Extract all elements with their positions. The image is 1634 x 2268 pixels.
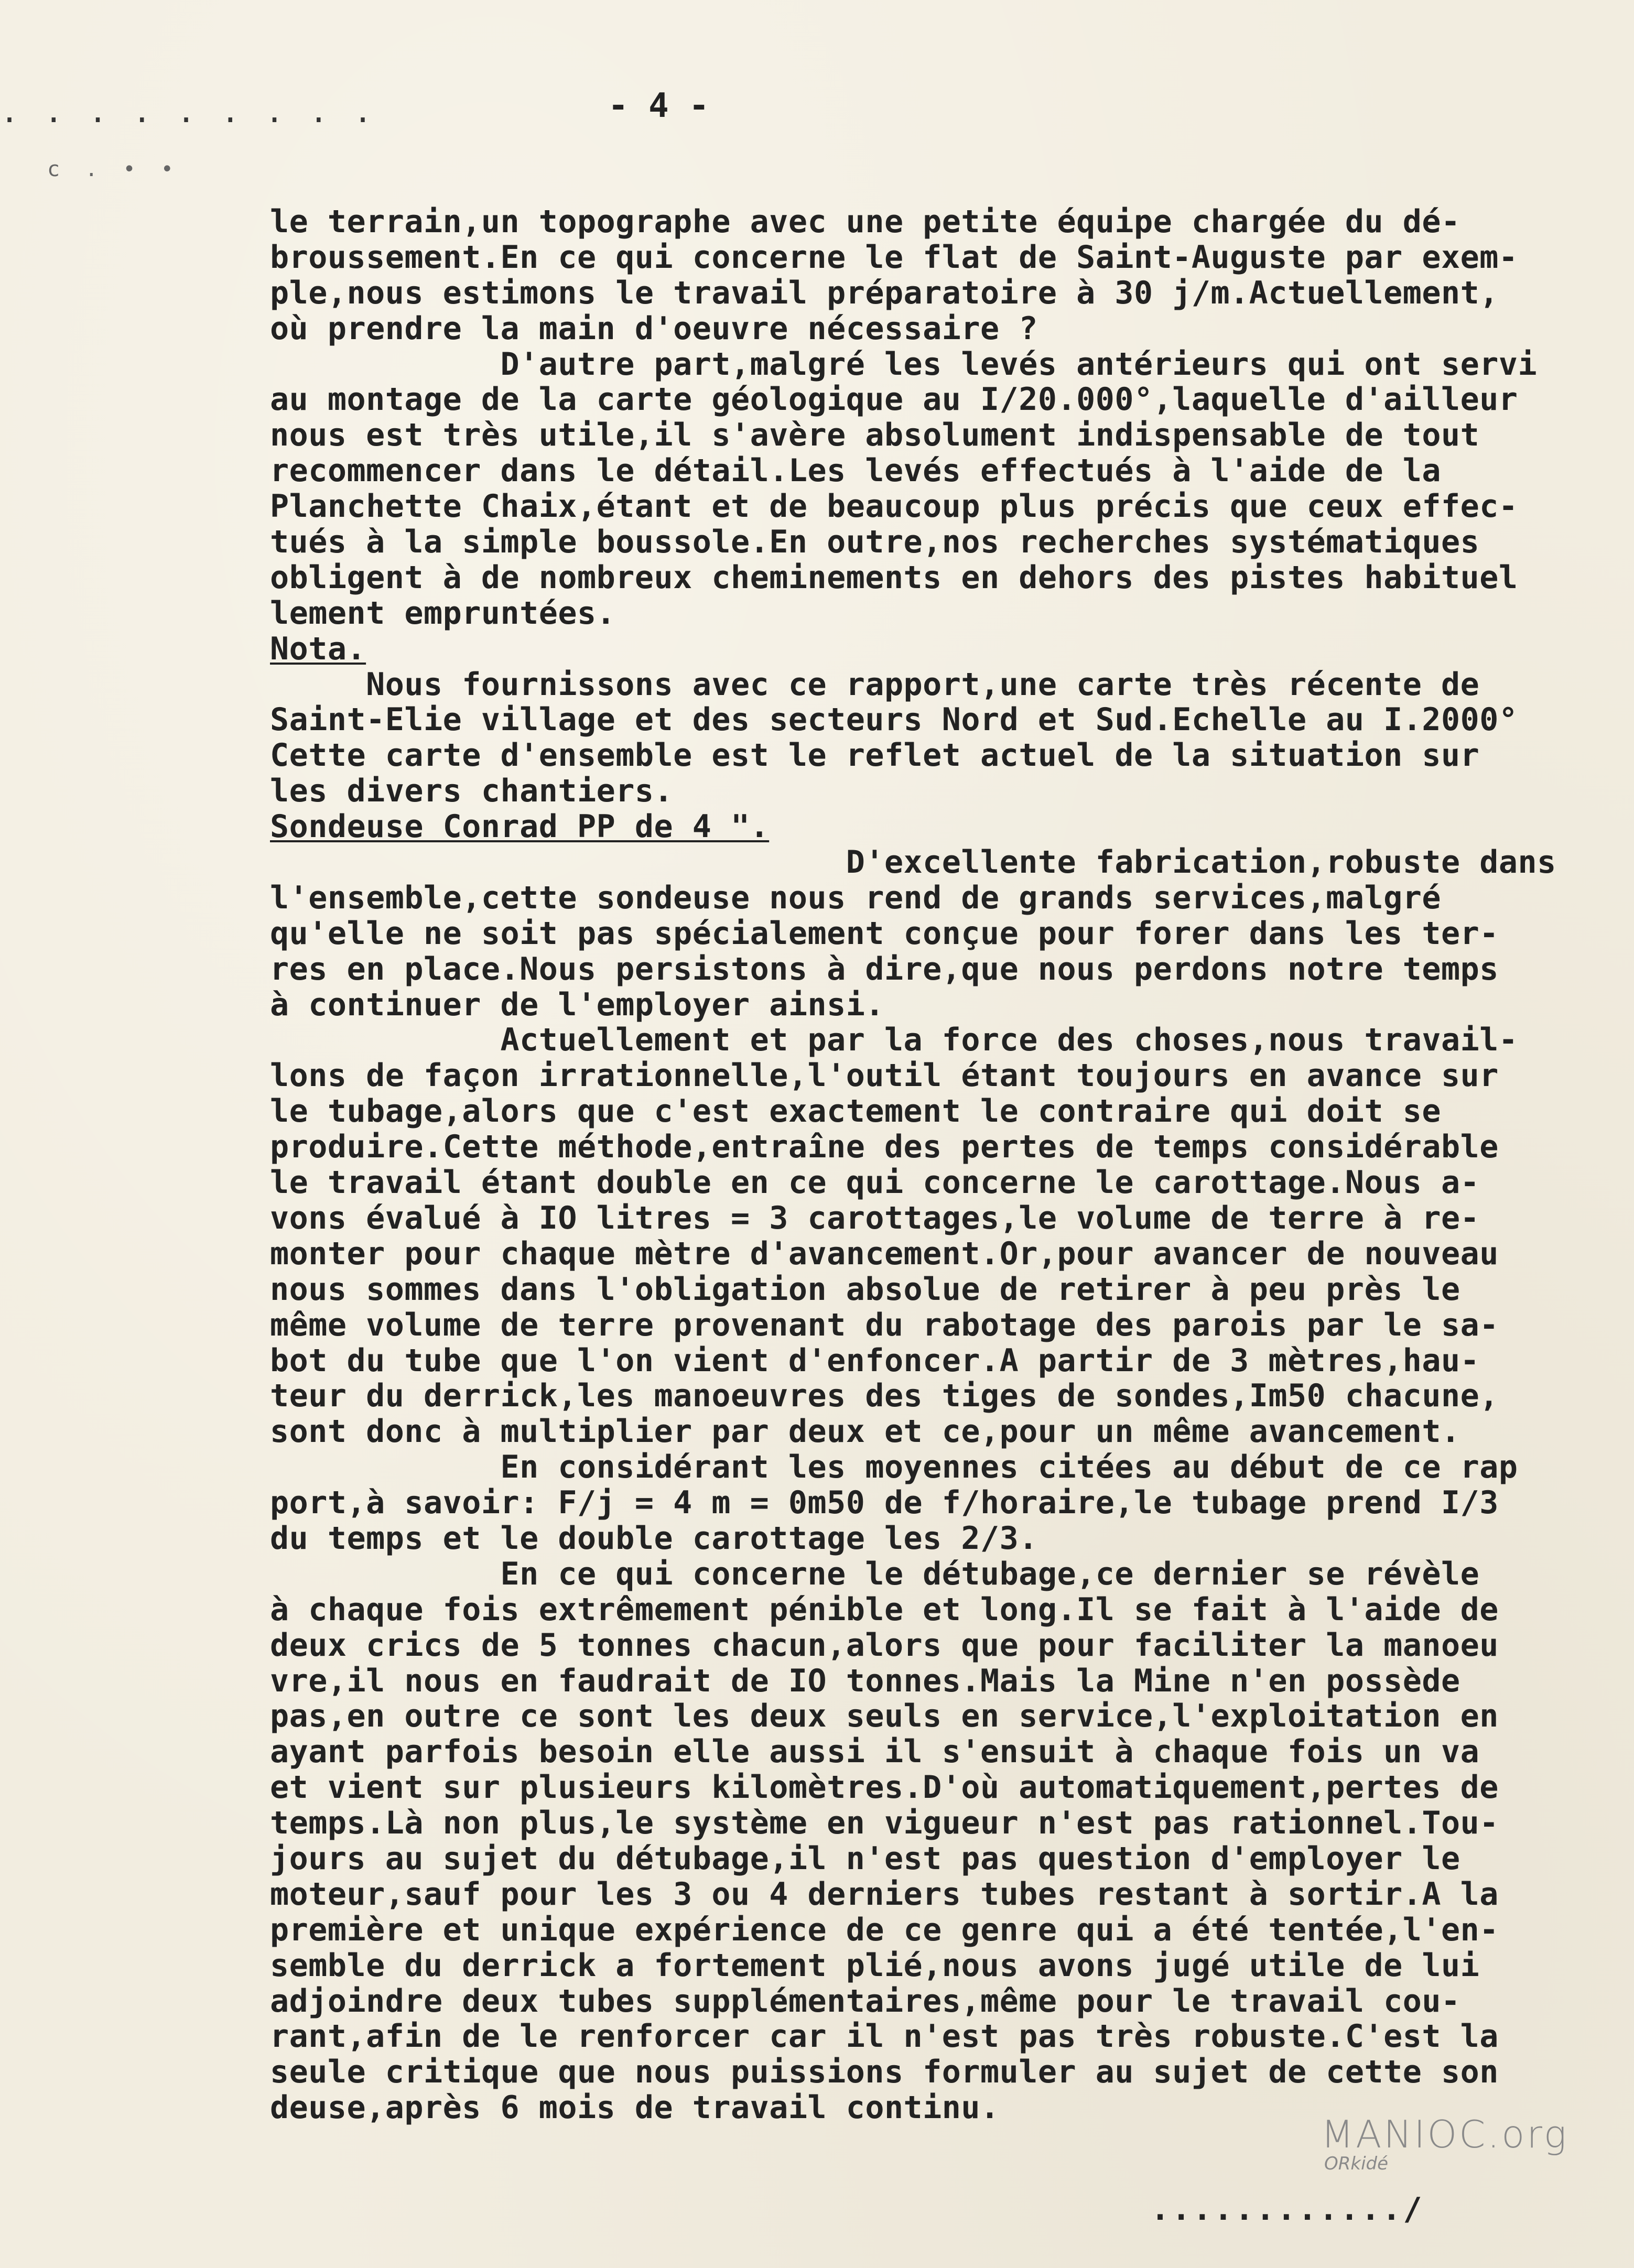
text-line: temps.Là non plus,le système en vigueur n'est pas rationnel.Tou- <box>270 1805 1499 1842</box>
text-line: nous est très utile,il s'avère absolument indispensable de tout <box>270 417 1480 454</box>
watermark-logo <box>1321 2112 1568 2174</box>
text-line: moteur,sauf pour les 3 ou 4 derniers tubes restant à sortir.A la <box>270 1875 1499 1913</box>
text-line: pas,en outre ce sont les deux seuls en service,l'exploitation en <box>270 1698 1499 1735</box>
text-line: port,à savoir: F/j = 4 m = 0m50 de f/horaire,le tubage prend I/3 <box>270 1484 1499 1522</box>
text-line: l'ensemble,cette sondeuse nous rend de grands services,malgré <box>270 879 1442 916</box>
text-line: broussement.En ce qui concerne le flat de Saint-Auguste par exem- <box>270 238 1518 276</box>
text-line: le tubage,alors que c'est exactement le contraire qui doit se <box>270 1093 1442 1130</box>
text-line: deux crics de 5 tonnes chacun,alors que pour faciliter la manoeu <box>270 1626 1499 1664</box>
text-line: lons de façon irrationnelle,l'outil étant toujours en avance sur <box>270 1057 1499 1094</box>
watermark-main-text: MANIOC.org <box>1321 2112 1568 2156</box>
text-line: et vient sur plusieurs kilomètres.D'où automatiquement,pertes de <box>270 1769 1499 1806</box>
typed-body-text <box>270 204 1633 2126</box>
text-line: monter pour chaque mètre d'avancement.Or,pour avancer de nouveau <box>270 1235 1499 1272</box>
text-line: première et unique expérience de ce genre qui a été tentée,l'en- <box>270 1911 1499 1948</box>
text-line: D'autre part,malgré les levés antérieurs qui ont servi <box>270 345 1538 383</box>
text-line: rant,afin de le renforcer car il n'est pas très robuste.C'est la <box>270 2018 1499 2055</box>
text-line: ayant parfois besoin elle aussi il s'ensuit à chaque fois un va <box>270 1733 1480 1771</box>
text-line: res en place.Nous persistons à dire,que nous perdons notre temps <box>270 950 1499 987</box>
text-line: vre,il nous en faudrait de IO tonnes.Mais la Mine n'en possède <box>270 1662 1460 1699</box>
text-line: teur du derrick,les manoeuvres des tiges de sondes,Im50 chacune, <box>270 1377 1499 1415</box>
text-line: recommencer dans le détail.Les levés effectués à l'aide de la <box>270 452 1442 490</box>
text-line: au montage de la carte géologique au I/20.000°,laquelle d'ailleur <box>270 381 1518 418</box>
section-heading-text: Nota. <box>270 630 366 667</box>
text-line: tués à la simple boussole.En outre,nos recherches systématiques <box>270 524 1480 561</box>
text-line: les divers chantiers. <box>270 773 674 810</box>
text-line: produire.Cette méthode,entraîne des pertes de temps considérable <box>270 1128 1499 1166</box>
text-line: nous sommes dans l'obligation absolue de retirer à peu près le <box>270 1271 1460 1308</box>
text-line: le terrain,un topographe avec une petite équipe chargée du dé- <box>270 203 1460 240</box>
text-line: même volume de terre provenant du rabotage des parois par le sa- <box>270 1306 1499 1343</box>
text-line: obligent à de nombreux cheminements en dehors des pistes habituel <box>270 559 1518 596</box>
section-heading-text: Sondeuse Conrad PP de 4 ". <box>270 808 770 845</box>
text-line: à chaque fois extrêmement pénible et long.Il se fait à l'aide de <box>270 1591 1499 1628</box>
continuation-dots: ............/ <box>1151 2191 1424 2228</box>
section-heading <box>270 809 1633 845</box>
page-number: - 4 - <box>608 86 709 125</box>
text-line: sont donc à multiplier par deux et ce,pour un même avancement. <box>270 1413 1460 1450</box>
text-line: En ce qui concerne le détubage,ce dernier se révèle <box>270 1555 1480 1592</box>
text-line: ple,nous estimons le travail préparatoire à 30 j/m.Actuellement, <box>270 274 1499 311</box>
text-line: adjoindre deux tubes supplémentaires,même pour le travail cou- <box>270 1982 1460 2020</box>
text-line: Cette carte d'ensemble est le reflet actuel de la situation sur <box>270 737 1480 774</box>
text-line: jours au sujet du détubage,il n'est pas question d'employer le <box>270 1840 1460 1877</box>
text-line: où prendre la main d'oeuvre nécessaire ? <box>270 310 1038 347</box>
text-line: Nous fournissons avec ce rapport,une carte très récente de <box>270 666 1480 703</box>
text-line: Saint-Elie village et des secteurs Nord et Sud.Echelle au I.2000° <box>270 701 1518 739</box>
text-line: Actuellement et par la force des choses,nous travail- <box>270 1022 1518 1059</box>
text-line: D'excellente fabrication,robuste dans <box>270 844 1556 881</box>
top-left-dots: . . . . . . . . . <box>0 93 376 130</box>
top-left-marks: c . • • <box>47 157 174 181</box>
text-line: En considérant les moyennes citées au début de ce rap <box>270 1449 1518 1486</box>
text-line: vons évalué à IO litres = 3 carottages,le volume de terre à re- <box>270 1199 1480 1236</box>
text-line: semble du derrick a fortement plié,nous avons jugé utile de lui <box>270 1947 1480 1984</box>
text-line: seule critique que nous puissions formuler au sujet de cette son <box>270 2054 1499 2091</box>
text-line: qu'elle ne soit pas spécialement conçue pour forer dans les ter- <box>270 915 1499 952</box>
watermark-sub-text: ORkidé <box>1324 2153 1389 2174</box>
text-line: du temps et le double carottage les 2/3. <box>270 1520 1038 1557</box>
text-line: à continuer de l'employer ainsi. <box>270 986 884 1023</box>
text-line: deuse,après 6 mois de travail continu. <box>270 2089 1000 2126</box>
text-line: bot du tube que l'on vient d'enfoncer.A partir de 3 mètres,hau- <box>270 1342 1480 1379</box>
text-line: Planchette Chaix,étant et de beaucoup plus précis que ceux effec- <box>270 488 1518 525</box>
section-heading <box>270 632 1633 667</box>
text-line: lement empruntées. <box>270 594 616 632</box>
text-line: le travail étant double en ce qui concerne le carottage.Nous a- <box>270 1164 1480 1201</box>
